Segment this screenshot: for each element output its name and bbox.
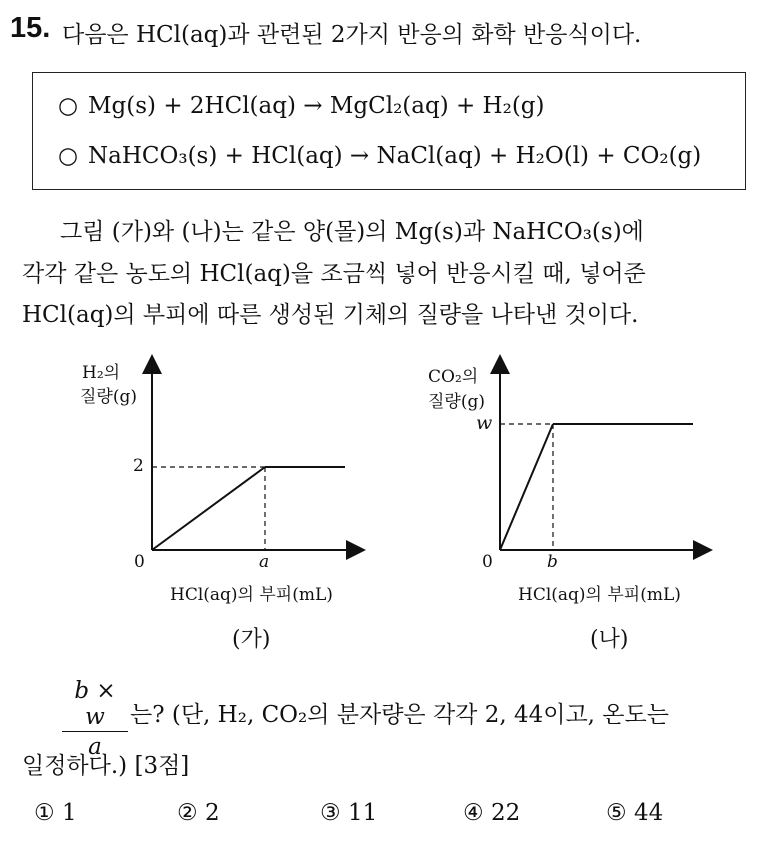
paragraph-line-3: HCl(aq)의 부피에 따른 생성된 기체의 질량을 나타낸 것이다. [22, 302, 639, 328]
choice-value: 44 [633, 800, 664, 826]
graph-na-xlabel: HCl(aq)의 부피(mL) [518, 585, 681, 605]
fraction-numerator: b × w [62, 678, 128, 732]
question-number: 15. [10, 12, 51, 44]
graph-ga-y-mark: 2 [133, 456, 144, 476]
choice-4[interactable] [463, 800, 520, 826]
choice-value: 1 [61, 800, 77, 826]
choice-value: 22 [490, 800, 521, 826]
choice-value: 11 [347, 800, 378, 826]
choice-mark: ④ [463, 800, 484, 826]
equation-bullet: ○ [58, 93, 79, 119]
graph-na-line-rise [500, 424, 553, 550]
choice-2[interactable] [177, 800, 220, 826]
graph-na-ylabel-1: CO₂의 [428, 367, 479, 387]
graph-ga-x-mark: a [259, 552, 270, 572]
graph-ga-ylabel-1: H₂의 [82, 363, 121, 383]
choice-mark: ① [34, 800, 55, 826]
graph-na [500, 364, 703, 550]
choice-mark: ② [177, 800, 198, 826]
paragraph-line-1: 그림 (가)와 (나)는 같은 양(몰)의 Mg(s)과 NaHCO₃(s)에 [60, 219, 644, 245]
graph-ga-line-rise [152, 467, 265, 550]
choice-mark: ③ [320, 800, 341, 826]
graph-ga [152, 364, 356, 550]
choice-5[interactable] [606, 800, 663, 826]
graph-ga-xlabel: HCl(aq)의 부피(mL) [170, 585, 333, 605]
graph-na-origin: 0 [482, 552, 493, 572]
choice-value: 2 [204, 800, 220, 826]
ask-text-2: 일정하다.) [3점] [22, 753, 190, 779]
question-text: 다음은 HCl(aq)과 관련된 2가지 반응의 화학 반응식이다. [62, 22, 642, 48]
graph-ga-origin: 0 [134, 552, 145, 572]
paragraph-line-2: 각각 같은 농도의 HCl(aq)을 조금씩 넣어 반응시킬 때, 넣어준 [22, 261, 646, 287]
graph-na-y-mark: w [476, 412, 493, 434]
ask-text-1: 는? (단, H₂, CO₂의 분자량은 각각 2, 44이고, 온도는 [130, 702, 669, 728]
graph-ga-ylabel-2: 질량(g) [80, 387, 137, 407]
equation-bullet: ○ [58, 143, 79, 169]
choice-mark: ⑤ [606, 800, 627, 826]
choice-1[interactable] [34, 800, 77, 826]
equation-text: Mg(s) + 2HCl(aq) → MgCl₂(aq) + H₂(g) [88, 93, 545, 119]
graph-na-x-mark: b [547, 552, 558, 572]
equation-text: NaHCO₃(s) + HCl(aq) → NaCl(aq) + H₂O(l) + CO₂(g) [88, 143, 702, 169]
graph-na-ylabel-2: 질량(g) [428, 392, 485, 412]
graph-ga-caption: (가) [232, 627, 271, 652]
fraction-denominator: a [88, 734, 102, 760]
choice-3[interactable] [320, 800, 377, 826]
graph-na-caption: (나) [590, 627, 629, 652]
